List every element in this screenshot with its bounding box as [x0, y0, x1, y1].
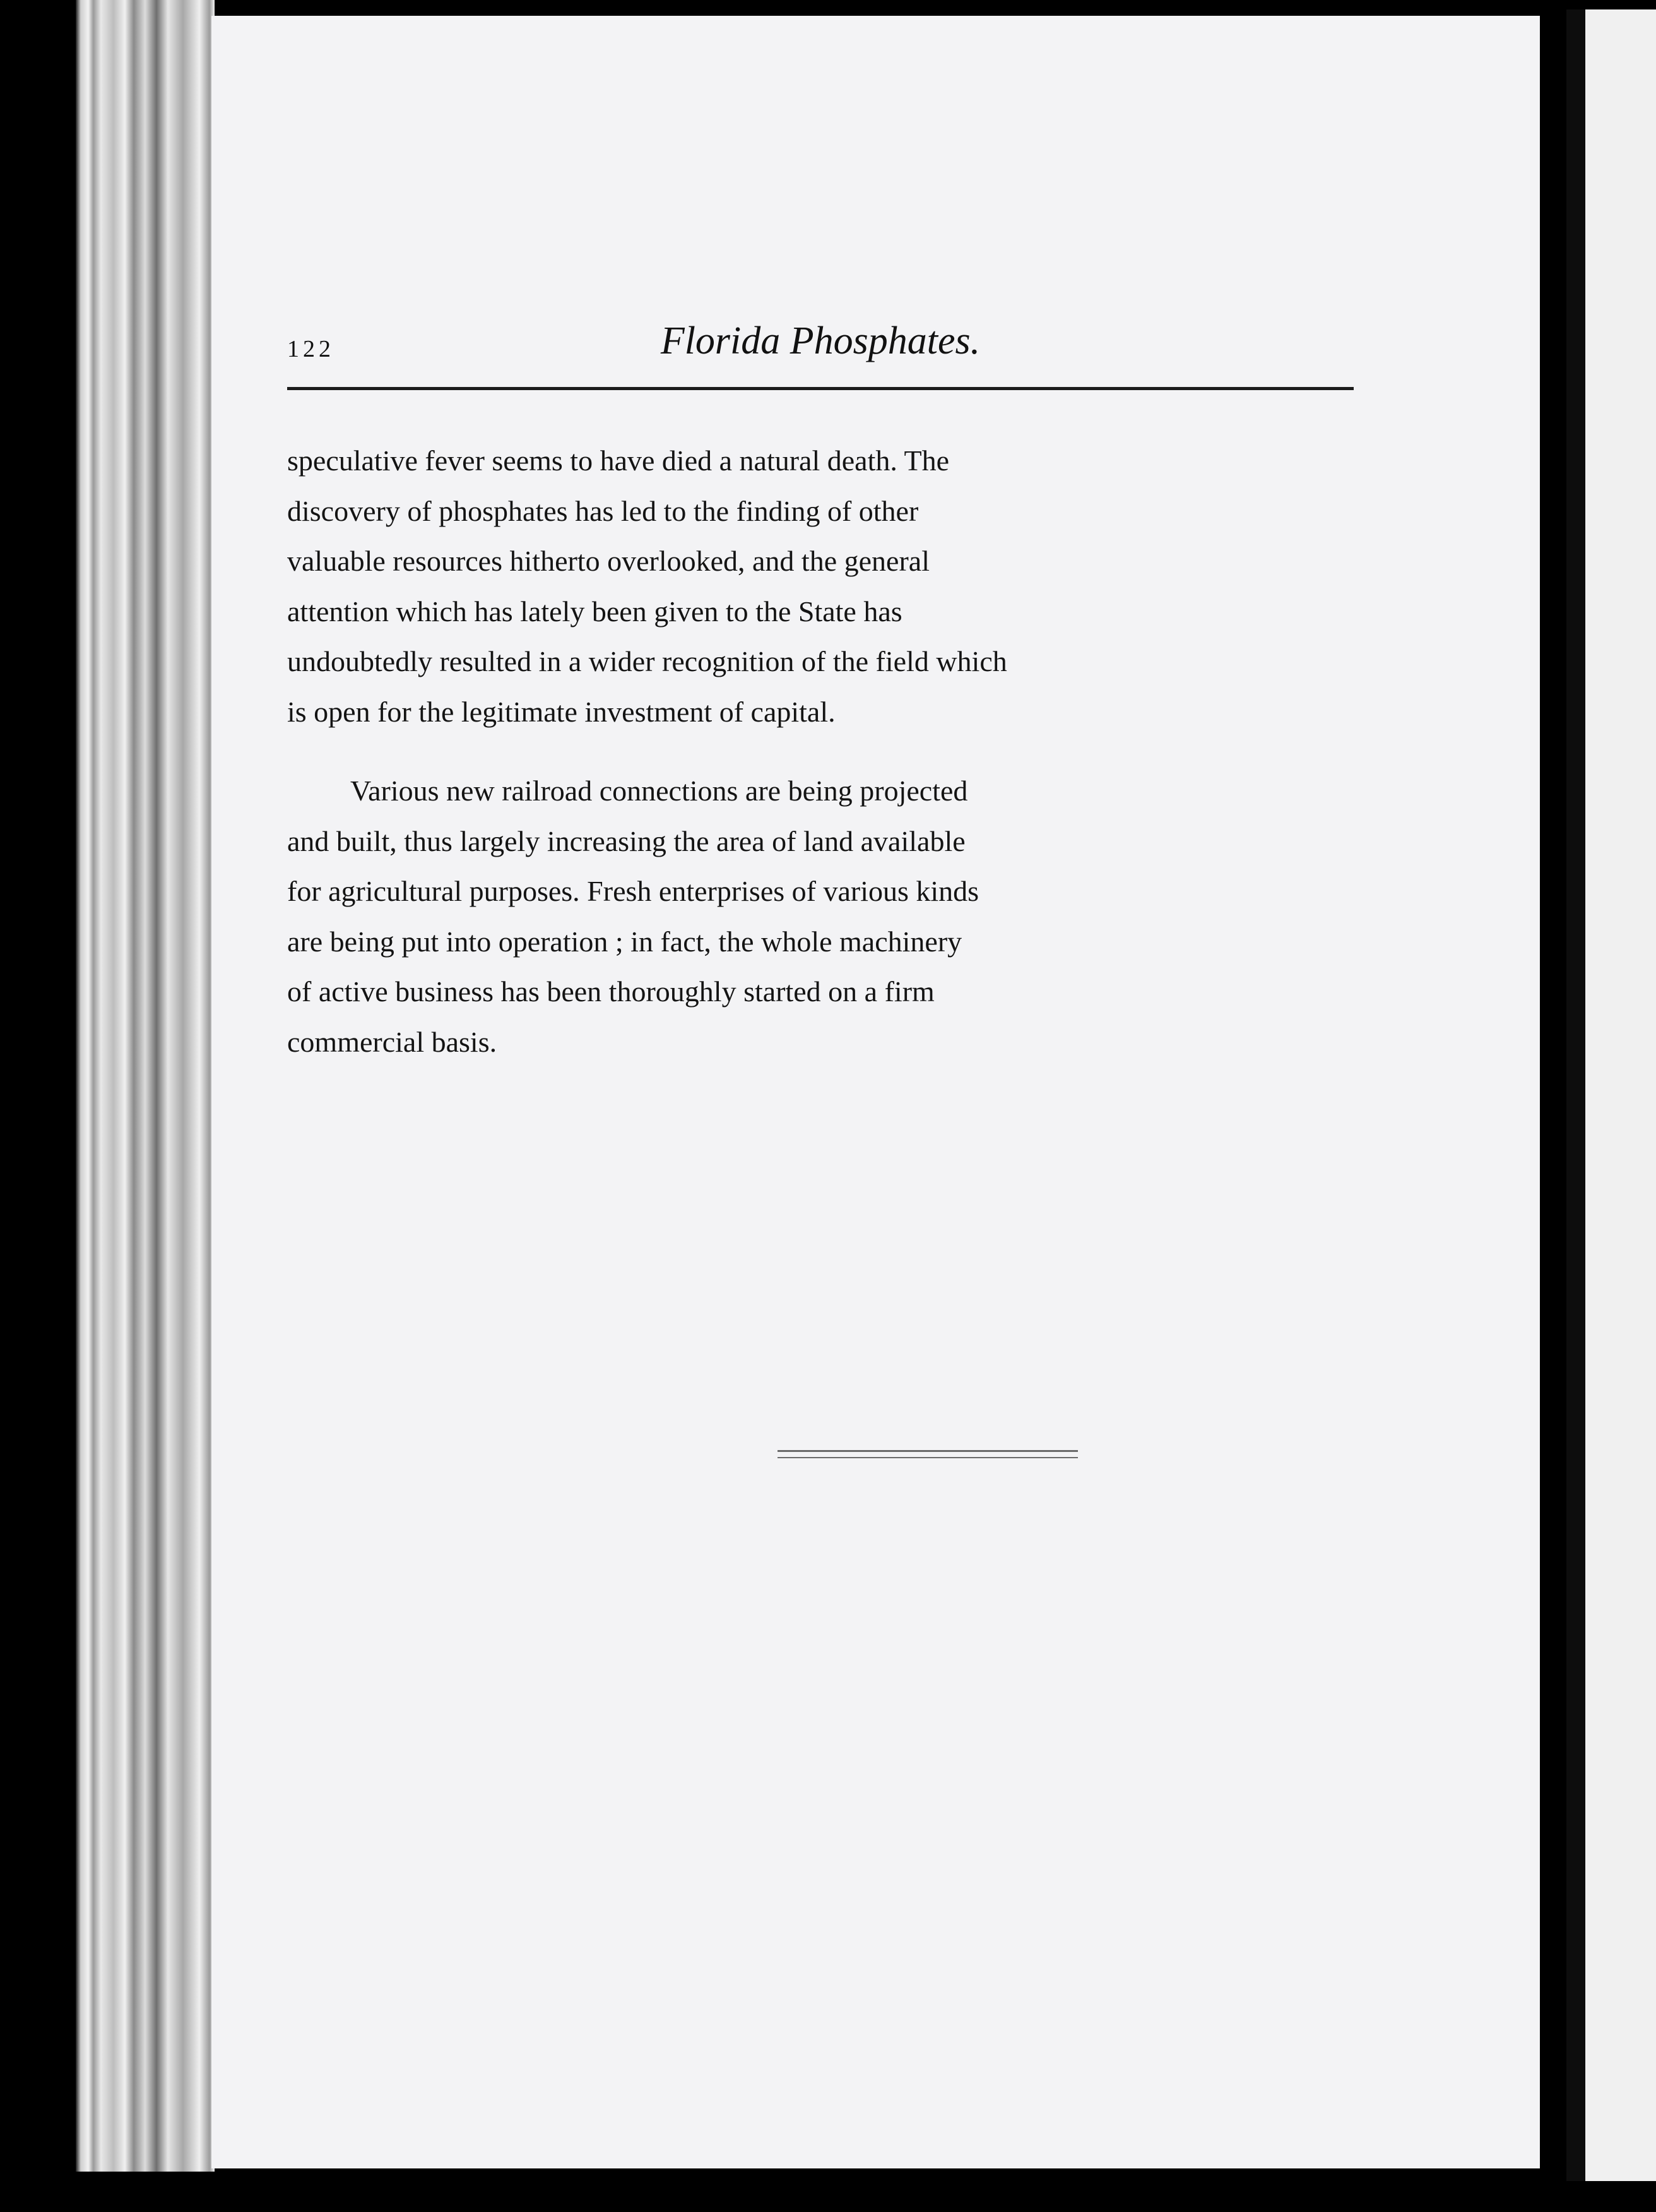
page-header	[287, 319, 1354, 376]
page-number: 122	[287, 336, 334, 362]
running-title: Florida Phosphates.	[660, 319, 981, 362]
end-ornament-rule	[778, 1457, 1078, 1458]
paragraph: speculative fever seems to have died a natural death. The discovery of phosphates has led to the finding of other valuable resources hitherto overlooked, and the general attention which has lately been given to the State has undoubtedly resulted in a wider recognition of the field which is open for the legitimate investment of capital.	[287, 444, 1007, 728]
facing-page-edge	[1566, 9, 1656, 2181]
stacked-page-edges	[76, 0, 215, 2172]
paragraph: Various new railroad connections are being projected and built, thus largely increasing the area of land available for agricultural purposes. Fresh enterprises of various kinds are being put into operation ; in fact, the whole machinery of active business has been thoroughly started on a firm commercial basis.	[287, 775, 979, 1058]
header-rule	[287, 387, 1354, 390]
end-ornament-rule	[778, 1450, 1078, 1452]
body-text	[287, 436, 1354, 1067]
